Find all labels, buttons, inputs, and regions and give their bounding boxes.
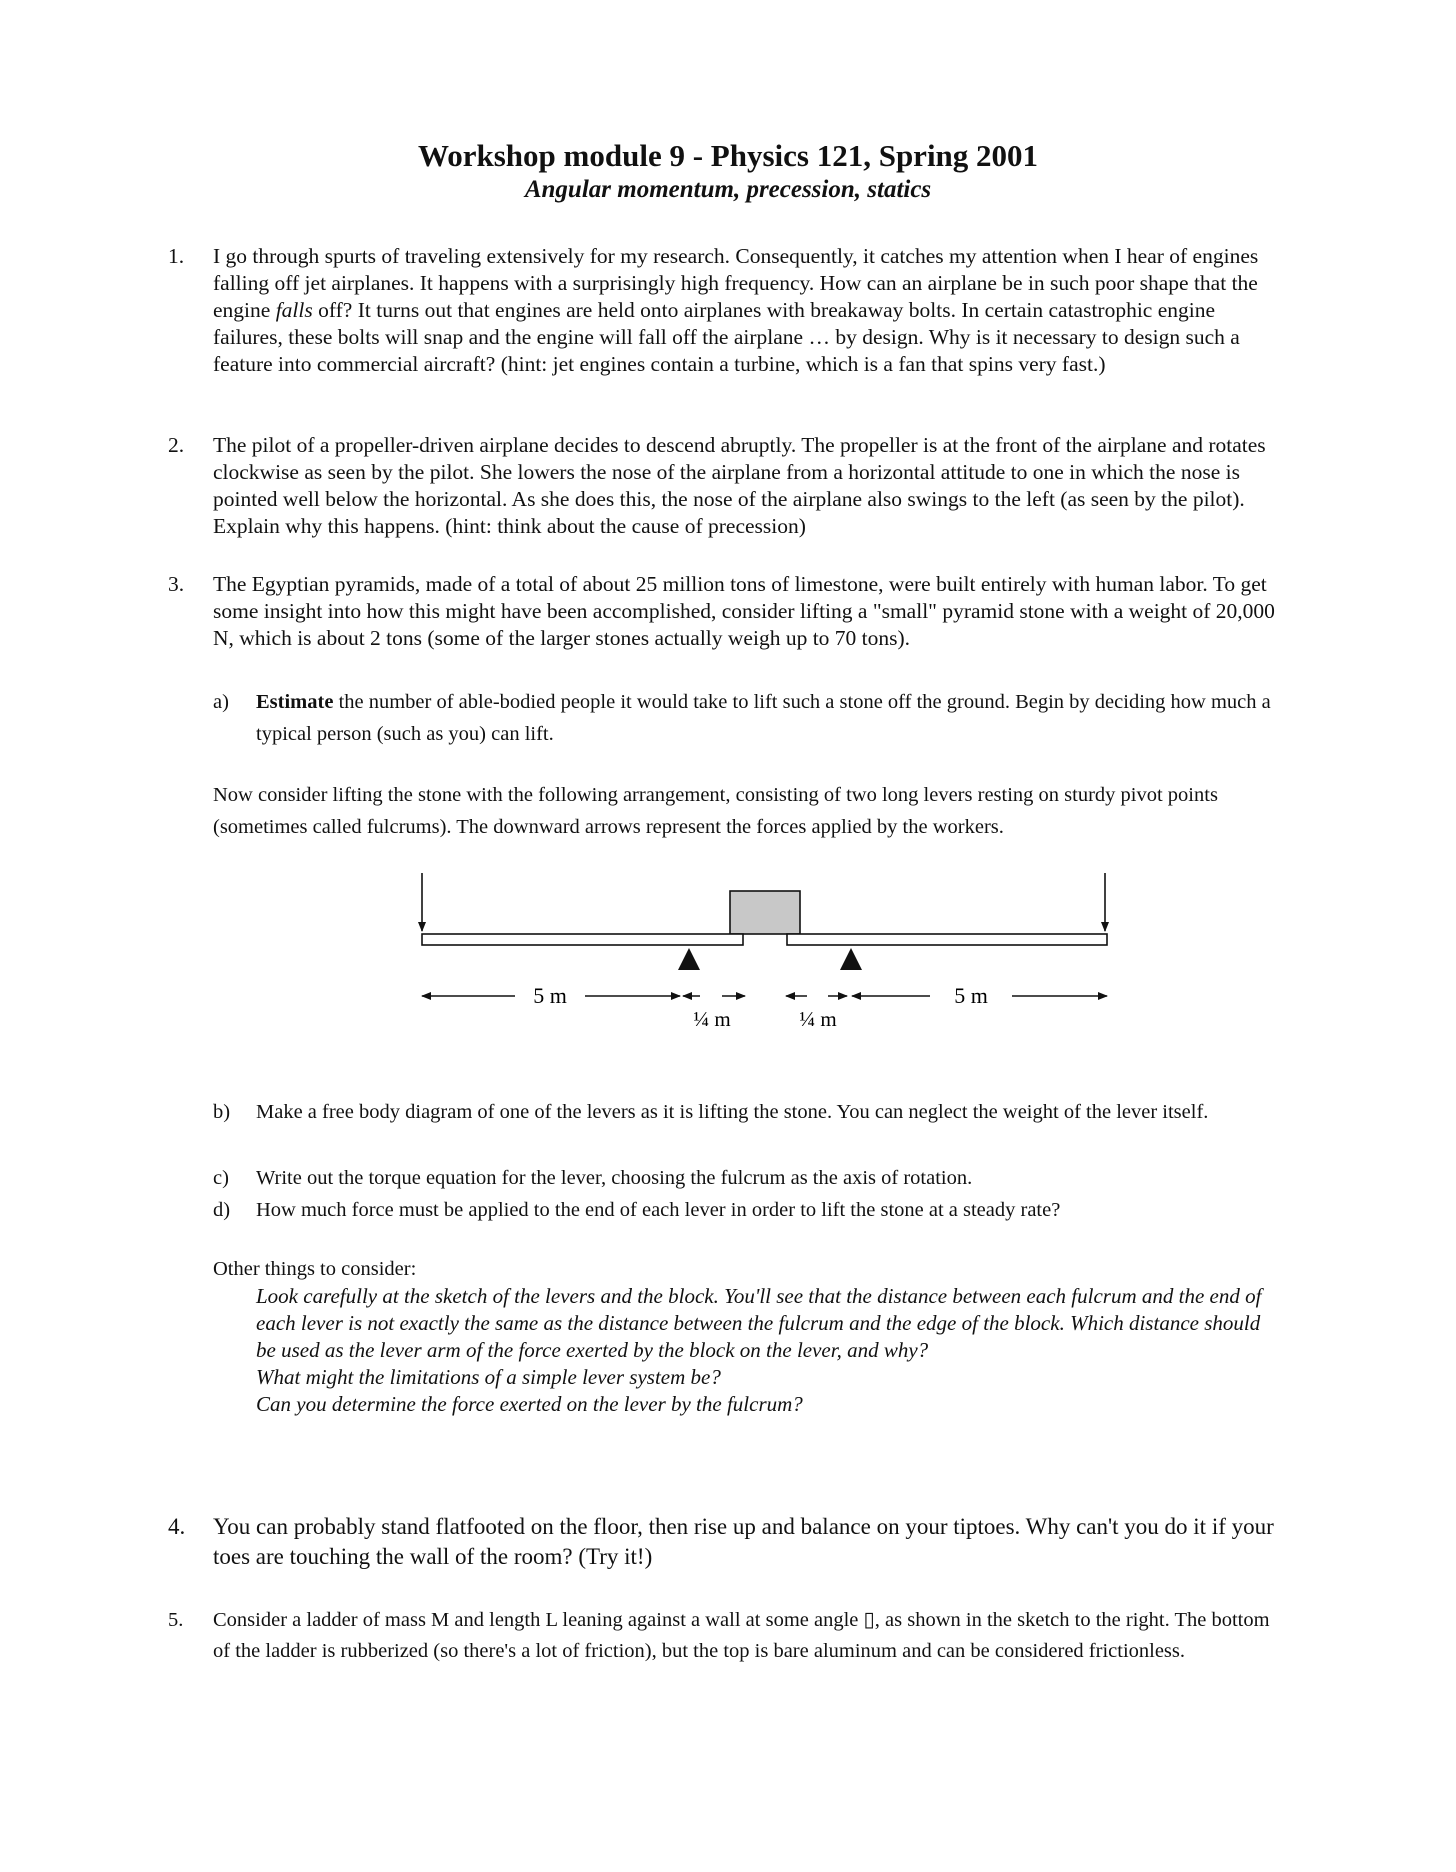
part-label: d) <box>213 1199 231 1221</box>
other-things-heading: Other things to consider: <box>213 1258 417 1280</box>
question-text-part: I go through spurts of traveling extensively for my research. Consequently, it catches my attention when I hear of engines falling off jet airplanes. It happens with a surprisingly high frequency. How can an airplane be in such poor shape that the engine <box>213 244 1259 322</box>
bold-text: Estimate <box>256 691 334 713</box>
part-text: How much force must be applied to the end of each lever in order to lift the stone at a steady rate? <box>256 1199 1061 1221</box>
part-label: b) <box>213 1101 231 1123</box>
part-label: c) <box>213 1167 229 1189</box>
right-fulcrum <box>840 948 862 970</box>
question-text: You can probably stand flatfooted on the floor, then rise up and balance on your tiptoes. Why can't you do it if your toes are touching the wall of the room? (Try it!) <box>213 1514 1274 1569</box>
question-text: The Egyptian pyramids, made of a total of about 25 million tons of limestone, were built entirely with human labor. To get some insight into how this might have been accomplished, consider lifting a "small" pyramid stone with a weight of 20,000 N, which is about 2 tons (some of the larger stones actually weigh up to 70 tons). <box>213 572 1275 650</box>
other-things-list <box>256 1283 1276 1418</box>
left-long-dim-label: 5 m <box>533 983 567 1008</box>
consider-item: What might the limitations of a simple lever system be? <box>256 1365 721 1389</box>
page-title: Workshop module 9 - Physics 121, Spring 2001 <box>417 138 1039 173</box>
part-text: Write out the torque equation for the lever, choosing the fulcrum as the axis of rotation. <box>256 1167 973 1189</box>
question-text-part: off? It turns out that engines are held onto airplanes with breakaway bolts. In certain catastrophic engine failures, these bolts will snap and the engine will fall off the airplane … by design. Why is it necessary to design such a feature into commercial aircraft? (hint: jet engines contain a turbine, which is a fan that spins very fast.) <box>213 298 1240 376</box>
stone-block <box>730 891 800 934</box>
question-number: 2. <box>168 433 185 457</box>
right-long-dim-label: 5 m <box>954 983 988 1008</box>
left-lever <box>422 934 743 945</box>
right-lever <box>787 934 1107 945</box>
question-number: 4. <box>168 1514 186 1539</box>
part-text <box>256 686 1276 750</box>
right-short-dim-label: ¼ m <box>799 1007 837 1031</box>
left-fulcrum <box>678 948 700 970</box>
left-short-dim-label: ¼ m <box>693 1007 731 1031</box>
part-text: Make a free body diagram of one of the levers as it is lifting the stone. You can neglect the weight of the lever itself. <box>256 1101 1209 1123</box>
question-number: 1. <box>168 244 185 268</box>
part-label: a) <box>213 691 229 713</box>
emphasis-text: falls <box>275 298 313 322</box>
question-text <box>213 243 1278 378</box>
consider-item: Look carefully at the sketch of the levers and the block. You'll see that the distance between each fulcrum and the end of each lever is not exactly the same as the distance between the fulcrum and the edge of the block. Which distance should be used as the lever arm of the force exerted by the block on the lever, and why? <box>256 1284 1262 1362</box>
consider-item: Can you determine the force exerted on the lever by the fulcrum? <box>256 1392 803 1416</box>
question-number: 5. <box>168 1609 184 1631</box>
lever-diagram <box>400 868 1130 1038</box>
lever-arrangement-intro: Now consider lifting the stone with the following arrangement, consisting of two long levers resting on sturdy pivot points (sometimes called fulcrums). The downward arrows represent the forces applied by the workers. <box>213 784 1218 838</box>
question-text: The pilot of a propeller-driven airplane decides to descend abruptly. The propeller is at the front of the airplane and rotates clockwise as seen by the pilot. She lowers the nose of the airplane from a horizontal attitude to one in which the nose is pointed well below the horizontal. As she does this, the nose of the airplane also swings to the left (as seen by the pilot). Explain why this happens. (hint: think about the cause of precession) <box>213 433 1266 538</box>
part-text-rest: the number of able-bodied people it would take to lift such a stone off the ground. Begin by deciding how much a typical person (such as you) can lift. <box>256 691 1271 745</box>
page-subtitle: Angular momentum, precession, statics <box>524 176 932 203</box>
question-number: 3. <box>168 572 185 596</box>
question-text: Consider a ladder of mass M and length L leaning against a wall at some angle ▯, as shown in the sketch to the right. The bottom of the ladder is rubberized (so there's a lot of friction), but the top is bare aluminum and can be considered frictionless. <box>213 1609 1270 1662</box>
